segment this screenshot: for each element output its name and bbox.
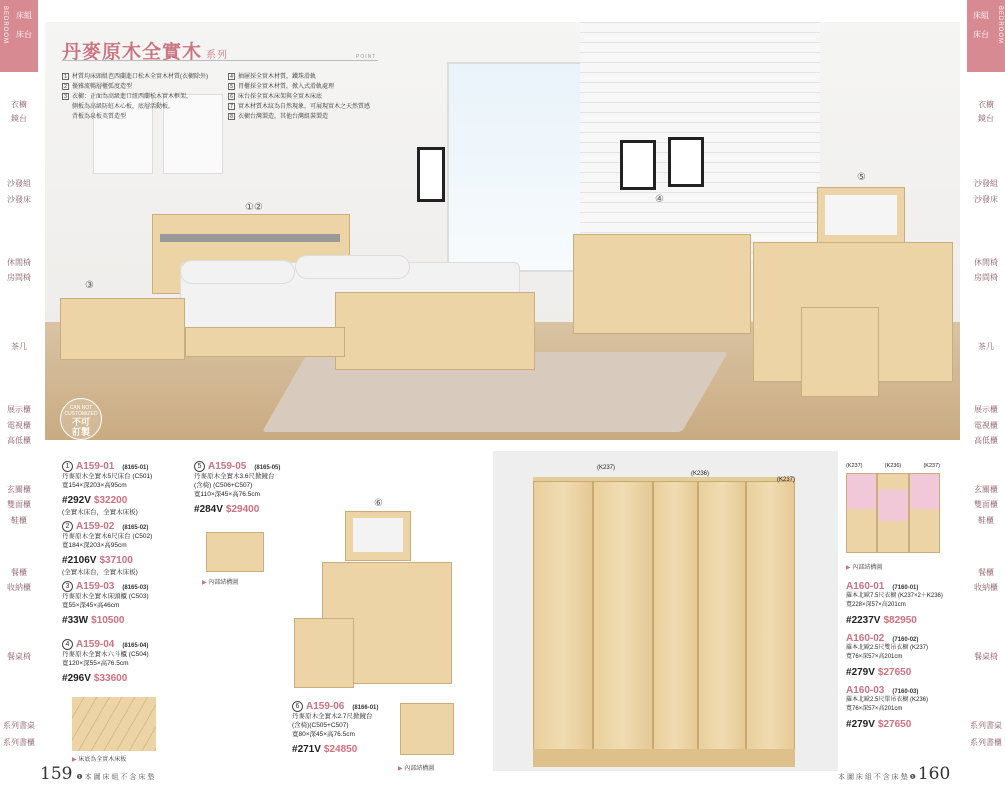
product-name: 羅本北歐7.5尺衣櫥 (K237×2＋K236) (846, 593, 943, 599)
price-prefix: # (62, 555, 68, 567)
left-nav-item[interactable]: 沙發組 (7, 179, 31, 188)
k-label: (K236) (691, 471, 710, 477)
title-text: 丹麥原木全實木 (62, 41, 203, 63)
price-symbol: $ (877, 667, 884, 678)
wardrobe-base (533, 749, 795, 767)
feature-text: 床台採全實木床架與全實木床底 (238, 94, 323, 100)
footer-left (40, 764, 154, 784)
small-vanity-stool (294, 618, 354, 688)
feature-item (62, 72, 208, 82)
product-price: 32200 (99, 495, 128, 507)
price-prefix: # (62, 673, 68, 685)
right-nav-item[interactable]: 茶几 (978, 342, 994, 351)
product-size: 寬154×深203×高95cm (62, 482, 127, 490)
right-nav-item[interactable]: 衣櫥 (978, 100, 994, 109)
product-circle: 4 (62, 639, 73, 650)
product-ref: (8165-01) (122, 465, 149, 472)
vanity-structure-thumb (206, 532, 264, 572)
product-size: 寬110×深45×高76.5cm (194, 491, 260, 499)
product-item (62, 581, 192, 639)
interior-section (847, 474, 878, 552)
feature-text: 優雅流暢層櫃弧度造型 (72, 84, 133, 90)
product-size: 寬228×深57×高201cm (846, 602, 906, 608)
right-nav-item[interactable]: 系列書櫃 (970, 738, 1002, 747)
wardrobe-door (746, 481, 795, 761)
price-prefix: # (846, 667, 852, 678)
headboard-strip (160, 234, 340, 242)
product-note: (全實木床台，全實木床板) (62, 569, 138, 577)
product-ref: (8165-03) (122, 585, 149, 592)
product-price: 82950 (889, 615, 917, 626)
product-circle: 5 (194, 461, 205, 472)
product-code: A159-02 (76, 521, 115, 533)
small-vanity-glass (353, 518, 403, 552)
product-v: 296V (67, 673, 91, 685)
point-label: POINT (356, 54, 377, 60)
product-name: 丹麥原木全實木6尺床台 (C502) (62, 533, 153, 541)
badge-top: CAN NOT CUSTOMIZED (64, 405, 98, 417)
right-nav-top-item[interactable]: 床台 (973, 30, 989, 39)
product-code: A159-01 (76, 461, 115, 473)
scene-label-vanity: ⑤ (857, 172, 866, 183)
feature-num: 6 (228, 93, 235, 100)
footer-note-right: 本 圖 床 組 不 含 床 墊 (838, 774, 908, 781)
right-nav-item[interactable]: 餐櫃 (978, 568, 994, 577)
left-nav-item[interactable]: 系列書桌 (3, 721, 35, 730)
feature-text: 材質均床頭組芭西蘭進口松木全實木材質(衣櫥除外) (72, 74, 208, 80)
feature-item (228, 92, 370, 102)
footer-mark: ❶ (909, 774, 916, 781)
price-symbol: $ (323, 744, 330, 756)
wardrobe-door (653, 481, 698, 761)
feature-item: 側板為高級防蛀木心板，底層活動板， (72, 104, 175, 110)
badge-main-1: 不可 (71, 417, 90, 427)
feature-num: 3 (62, 93, 69, 100)
price-symbol: $ (93, 495, 100, 507)
feature-num: 8 (228, 113, 235, 120)
product-item (846, 685, 958, 737)
footer-note-left: 本 圖 床 組 不 含 床 墊 (84, 774, 155, 781)
product-name: 羅本北歐2.5尺雙吊衣櫥 (K237) (846, 645, 929, 651)
left-nav-item[interactable]: 衣櫥 (11, 100, 27, 109)
left-nav-top-item[interactable]: 床台 (16, 30, 32, 39)
feature-item (62, 92, 208, 102)
right-nav-item[interactable]: 高低櫃 (974, 436, 998, 445)
bed-footboard (335, 292, 535, 370)
product-list-left (62, 461, 192, 689)
product-ref: (8166-01) (352, 705, 379, 712)
price-prefix: # (846, 615, 852, 626)
bed-slat-image (72, 697, 156, 751)
product-name: 丹麥原木全實木六斗櫃 (C504) (62, 651, 149, 659)
not-customizable-badge (60, 398, 102, 440)
product-code: A160-03 (846, 685, 885, 696)
product-item (846, 633, 958, 685)
product-v: 279V (851, 667, 875, 678)
price-prefix: # (194, 504, 200, 516)
product-ref: (8165-05) (254, 465, 281, 472)
features-right (228, 72, 370, 122)
product-name: 丹麥原木全實木床頭櫃 (C503) (62, 593, 149, 601)
product-price: 37100 (105, 555, 133, 567)
right-nav-item[interactable]: 餐桌椅 (974, 652, 998, 661)
feature-item (62, 82, 208, 92)
k-label: (K237) (777, 477, 796, 483)
left-nav-item[interactable]: 餐櫃 (11, 568, 27, 577)
left-nav-item[interactable]: 茶几 (11, 342, 27, 351)
wardrobe-interior-thumb (846, 473, 940, 553)
product-v: 271V (297, 744, 321, 756)
left-nav-item[interactable]: 鏡台 (11, 114, 27, 123)
price-symbol: $ (99, 555, 106, 567)
structure-caption: ▶ 內部結構圖 (398, 763, 434, 772)
vanity-stool (801, 307, 879, 397)
feature-item (228, 102, 370, 112)
left-nav-item[interactable]: 餐桌椅 (7, 652, 31, 661)
product-circle: 3 (62, 581, 73, 592)
product-ref: (7160-01) (892, 585, 919, 591)
pillow (180, 260, 295, 284)
product-item (62, 521, 192, 581)
product-v: 279V (851, 719, 875, 730)
product-code: A159-06 (306, 701, 345, 713)
product-code: A159-03 (76, 581, 115, 593)
product-price: 24850 (329, 744, 358, 756)
product-v: 292V (67, 495, 91, 507)
page-number-right: 160 (917, 764, 951, 784)
right-nav-item[interactable]: 休閒椅 (974, 258, 998, 267)
product-v: 284V (199, 504, 223, 516)
product-note: (全實木床台，全實木床板) (62, 509, 138, 517)
product-item (62, 639, 192, 689)
product-note: (含椅)(C505+C507) (292, 722, 349, 730)
product-price: 33600 (99, 673, 128, 685)
k-label: (K237) (846, 463, 863, 469)
product-v: 2106V (67, 555, 97, 567)
product-ref: (8165-04) (122, 643, 149, 650)
left-nav-item[interactable]: 玄關櫃 (7, 485, 31, 494)
right-nav-item[interactable]: 展示櫃 (974, 405, 998, 414)
wall-art-nature-2 (668, 137, 704, 187)
right-nav-item[interactable]: 沙發組 (974, 179, 998, 188)
product-ref: (7160-02) (892, 637, 919, 643)
feature-item (228, 82, 370, 92)
product-name: 羅本北歐2.5尺單吊衣櫥 (K236) (846, 697, 929, 703)
product-name: 丹麥原木全實木5尺床台 (C501) (62, 473, 153, 481)
product-size: 寬120×深55×高76.5cm (62, 660, 129, 668)
title-rule (62, 60, 378, 61)
product-v: 33W (67, 615, 89, 627)
price-symbol: $ (93, 673, 100, 685)
thumb-k-labels (846, 463, 940, 473)
product-size: 寬80×深45×高76.5cm (292, 731, 355, 739)
product-price: 10500 (96, 615, 125, 627)
left-side-nav (0, 0, 38, 792)
scene-label-dresser: ④ (655, 194, 664, 205)
k-label: (K237) (597, 465, 616, 471)
product-size: 寬55×深45×高46cm (62, 602, 120, 610)
feature-item: 背板為泉板英質造型 (72, 114, 127, 120)
product-item (846, 581, 958, 633)
right-nav-item[interactable]: 鏡台 (978, 114, 994, 123)
footer-right (838, 764, 950, 784)
right-nav-item[interactable]: 玄關櫃 (974, 485, 998, 494)
scene-label-nightstand: ③ (85, 280, 94, 291)
right-nav-item[interactable]: 收納櫃 (974, 583, 998, 592)
product-item-5 (194, 461, 314, 517)
pillow (295, 255, 410, 279)
left-nav-top (0, 0, 38, 72)
k-label: (K237) (923, 463, 940, 469)
product-code: A159-04 (76, 639, 115, 651)
interior-section (878, 474, 909, 552)
product-code: A160-02 (846, 633, 885, 644)
wardrobe-photo (493, 451, 838, 771)
badge-main-2: 訂製 (71, 427, 90, 437)
price-symbol: $ (883, 615, 890, 626)
left-nav-item[interactable]: 沙發床 (7, 195, 31, 204)
wardrobe-door (593, 481, 653, 761)
product-code: A160-01 (846, 581, 885, 592)
left-nav-item[interactable]: 收納櫃 (7, 583, 31, 592)
wall-art-nature-1 (620, 140, 656, 190)
product-code: A159-05 (208, 461, 247, 473)
price-symbol: $ (877, 719, 884, 730)
price-symbol: $ (91, 615, 97, 627)
feature-text: 衣櫥：正面為高級進口紐西蘭松木實木框架， (72, 94, 193, 100)
footer-mark: ❶ (76, 774, 83, 781)
feature-item (228, 72, 370, 82)
right-nav-top-item[interactable]: 床組 (973, 11, 989, 20)
price-prefix: # (292, 744, 298, 756)
product-name: 丹麥原木全實木3.6尺掀鏡台 (194, 473, 275, 481)
left-nav-item[interactable]: 展示櫃 (7, 405, 31, 414)
product-note: (含椅) (C506+C507) (194, 482, 253, 490)
slat-caption: ▶ 床底為全實木床板 (72, 754, 126, 763)
product-size: 寬76×深57×高201cm (846, 654, 903, 660)
left-nav-item[interactable]: 房間椅 (7, 273, 31, 282)
right-nav-item[interactable]: 雙面櫃 (974, 500, 998, 509)
right-nav-en: BEDROOM (997, 6, 1003, 45)
product-6-label: ⑥ (374, 498, 383, 509)
interior-section (910, 474, 939, 552)
product-ref: (8165-02) (122, 525, 149, 532)
product-v: 2237V (851, 615, 881, 626)
right-nav-item[interactable]: 沙發床 (974, 195, 998, 204)
window (447, 62, 587, 272)
product-price: 27650 (883, 719, 912, 730)
product-price: 29400 (231, 504, 260, 516)
feature-item (228, 112, 370, 122)
small-vanity-structure-thumb (400, 703, 454, 755)
vanity-mirror (825, 195, 897, 235)
six-drawer-dresser (573, 234, 751, 334)
nightstand (60, 298, 185, 360)
price-prefix: # (846, 719, 852, 730)
right-nav-item[interactable]: 鞋櫃 (978, 516, 994, 525)
feature-num: 1 (62, 73, 69, 80)
left-nav-item[interactable]: 系列書櫃 (3, 738, 35, 747)
feature-text: 實木材質木紋為自然現象，可展現實木之天然質感 (238, 104, 371, 110)
price-prefix: # (62, 615, 68, 627)
features-left (62, 72, 208, 122)
product-price: 27650 (883, 667, 912, 678)
feature-text: 抽屜採全實木材質，鐵珠滑軌 (238, 74, 317, 80)
price-symbol: $ (225, 504, 232, 516)
product-circle: 6 (292, 701, 303, 712)
feature-text: 衣櫥台灣製造，其他台灣組裝製造 (238, 114, 329, 120)
price-prefix: # (62, 495, 68, 507)
scene-label-bed: ①② (245, 202, 263, 213)
right-nav-item[interactable]: 房間椅 (974, 273, 998, 282)
feature-num: 2 (62, 83, 69, 90)
right-side-nav (967, 0, 1005, 792)
wardrobe-door (698, 481, 746, 761)
left-nav-item[interactable]: 休閒椅 (7, 258, 31, 267)
feature-text: 胃櫃採全實木材質，掀入式滑軌處理 (238, 84, 335, 90)
product-item-6 (292, 701, 397, 757)
right-nav-item[interactable]: 電視櫃 (974, 421, 998, 430)
wall-art-tree (417, 147, 445, 202)
product-item (62, 461, 192, 521)
k-label: (K236) (884, 463, 902, 469)
bed-side-rail (185, 327, 345, 357)
product-name: 丹麥原木全實木2.7尺掀鏡台 (292, 713, 373, 721)
feature-num: 4 (228, 73, 235, 80)
left-nav-top-item[interactable]: 床組 (16, 11, 32, 20)
title-series: 系列 (206, 50, 229, 61)
left-nav-en: BEDROOM (2, 6, 8, 45)
product-size: 寬76×深57×高201cm (846, 706, 903, 712)
product-list-right (846, 581, 958, 737)
left-nav-item[interactable]: 鞋櫃 (11, 516, 27, 525)
left-nav-item[interactable]: 電視櫃 (7, 421, 31, 430)
wardrobe-door (533, 481, 593, 761)
product-ref: (7160-03) (892, 689, 919, 695)
page-number-left: 159 (40, 764, 73, 784)
feature-num: 5 (228, 83, 235, 90)
structure-caption: ▶ 內部結構圖 (202, 577, 238, 586)
product-circle: 2 (62, 521, 73, 532)
feature-num: 7 (228, 103, 235, 110)
left-nav-item[interactable]: 雙面櫃 (7, 500, 31, 509)
thumb-caption: ▶ 內部結構圖 (846, 562, 882, 571)
right-nav-top (967, 0, 1005, 72)
left-nav-item[interactable]: 高低櫃 (7, 436, 31, 445)
product-circle: 1 (62, 461, 73, 472)
product-size: 寬184×深203×高95cm (62, 542, 127, 550)
right-nav-item[interactable]: 系列書桌 (970, 721, 1002, 730)
